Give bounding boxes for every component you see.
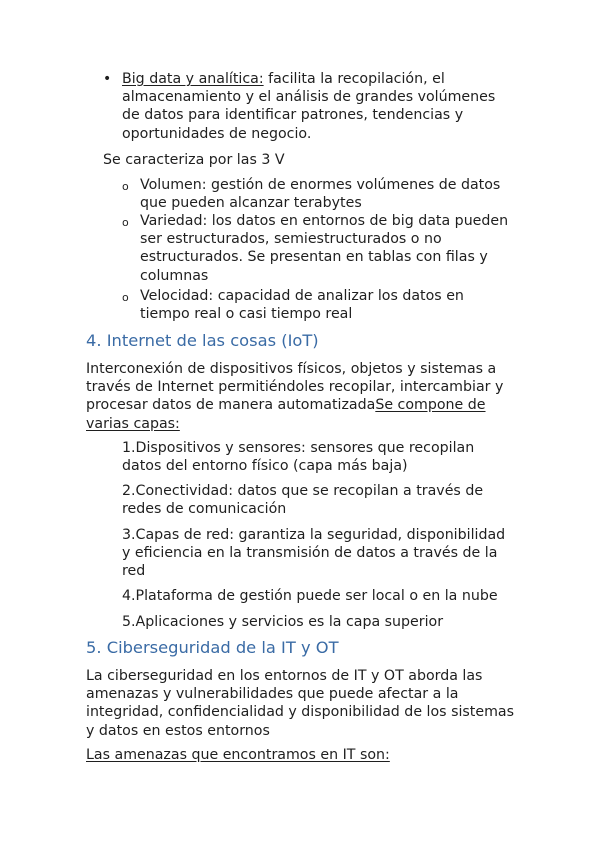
v-item-variedad: Variedad: los datos en entornos de big data pueden ser estructurados, semiestructurados o no estructurados. Se presentan en tablas con filas y columnas bbox=[140, 213, 509, 284]
big-data-text: facilita la recopilación, el almacenamiento y el análisis de grandes volúmenes de datos para identificar patrones, tendencias y oportunidades de negocio. bbox=[122, 71, 496, 142]
big-data-bullet bbox=[122, 70, 514, 143]
circle-bullet-icon: o bbox=[122, 216, 129, 229]
section-4-paragraph bbox=[86, 360, 516, 433]
layer-item-4: 4.Plataforma de gestión puede ser local o en la nube bbox=[122, 588, 498, 604]
big-data-term: Big data y analítica: bbox=[122, 71, 264, 87]
circle-bullet-icon: o bbox=[122, 180, 129, 193]
section-5-paragraph: La ciberseguridad en los entornos de IT y OT aborda las amenazas y vulnerabilidades que puede afectar a la integridad, confidencialidad y disponibilidad de los sistemas y datos en estos entornos bbox=[86, 668, 515, 739]
caracteriza-text: Se caracteriza por las 3 V bbox=[103, 152, 285, 168]
section-4-link: Se compone de varias capas: bbox=[86, 397, 486, 432]
bullet-icon: • bbox=[103, 71, 112, 87]
layer-item-5: 5.Aplicaciones y servicios es la capa superior bbox=[122, 614, 444, 630]
section-4-text: Interconexión de dispositivos físicos, objetos y sistemas a través de Internet permitiéndoles recopilar, intercambiar y procesar datos de manera automatizada bbox=[86, 361, 504, 414]
section-4-heading: 4. Internet de las cosas (IoT) bbox=[86, 331, 319, 350]
layer-item-3: 3.Capas de red: garantiza la seguridad, disponibilidad y eficiencia en la transmisión de datos a través de la red bbox=[122, 527, 506, 580]
section-5-footer: Las amenazas que encontramos en IT son: bbox=[86, 747, 390, 763]
v-item-volumen: Volumen: gestión de enormes volúmenes de datos que pueden alcanzar terabytes bbox=[140, 177, 501, 212]
circle-bullet-icon: o bbox=[122, 291, 129, 304]
section-5-heading: 5. Ciberseguridad de la IT y OT bbox=[86, 638, 339, 657]
layer-item-2: 2.Conectividad: datos que se recopilan a través de redes de comunicación bbox=[122, 483, 484, 518]
layer-item-1: 1.Dispositivos y sensores: sensores que recopilan datos del entorno físico (capa más baja) bbox=[122, 440, 475, 475]
v-item-velocidad: Velocidad: capacidad de analizar los datos en tiempo real o casi tiempo real bbox=[140, 288, 464, 323]
